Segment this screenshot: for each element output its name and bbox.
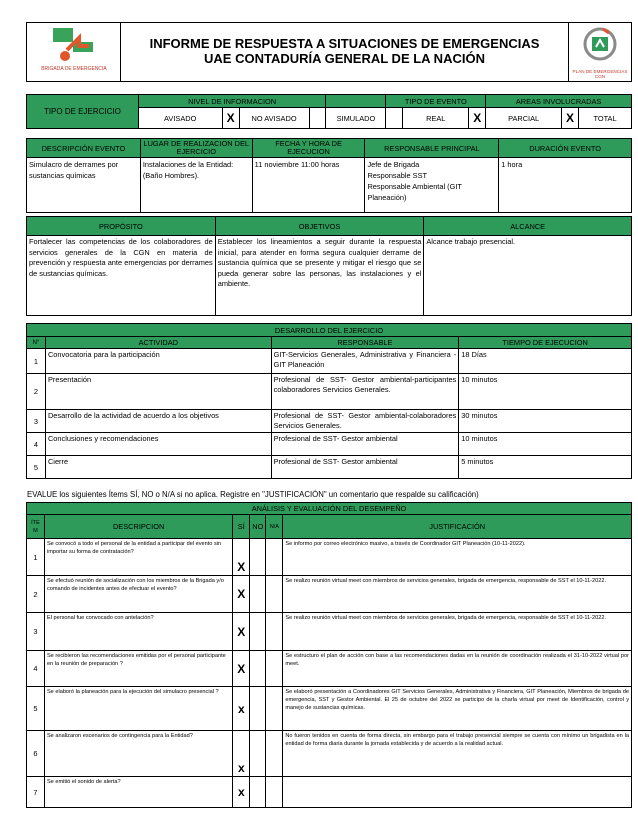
descripcion-cell: Se elaboró la planeación para la ejecución del simulacro presencial ? [44, 687, 232, 731]
simulado-checkbox[interactable] [386, 108, 403, 129]
responsable-line-1: Jefe de Brigada [367, 160, 420, 169]
brigade-logo [27, 23, 121, 81]
tiempo-cell: 10 minutos [459, 374, 632, 410]
tipo-ejercicio-table [26, 94, 632, 129]
si-checkbox[interactable]: X [233, 613, 250, 651]
actividad-header: ACTIVIDAD [45, 337, 271, 349]
descripcion-cell: Se convocó a todo el personal de la entidad a participar del evento sin importar su forma de contratación? [44, 539, 232, 576]
total-label: TOTAL [579, 108, 632, 129]
lugar-header: LUGAR DE REALIZACION DEL EJERCICIO [140, 139, 252, 158]
no-checkbox[interactable] [250, 777, 266, 808]
tipo-evento-header: TIPO DE EVENTO [386, 95, 486, 108]
table-row [27, 433, 632, 456]
no-checkbox[interactable] [250, 613, 266, 651]
descripcion-cell: Se efectuó reunión de socialización con los miembros de la Brigada y/o comando de incidentes antes de efectuar el evento? [44, 576, 232, 613]
actividad-cell: Desarrollo de la actividad de acuerdo a los objetivos [45, 410, 271, 433]
table-row [27, 539, 632, 576]
responsable-cell: Profesional de SST- Gestor ambiental-colaboradores Servicios Generales. [271, 410, 459, 433]
evento-table [26, 138, 632, 213]
responsable-cell: Profesional de SST- Gestor ambiental-participantes colaboradores Servicios Generales. [271, 374, 459, 410]
lugar-value: Instalaciones de la Entidad: (Baño Hombres). [140, 158, 252, 213]
tiempo-cell: 18 Días [459, 349, 632, 374]
responsable-value [365, 158, 499, 213]
actividad-cell: Conclusiones y recomendaciones [45, 433, 271, 456]
item-number: 5 [27, 687, 45, 731]
title-line-2: UAE CONTADURÍA GENERAL DE LA NACIÓN [204, 51, 485, 66]
document-title [121, 23, 569, 81]
row-number: 3 [27, 410, 46, 433]
brigade-logo-text: BRIGADA DE EMERGENCIA [41, 66, 107, 72]
justificacion-header: JUSTIFICACIÓN [283, 515, 632, 539]
descripcion-cell: El personal fue convocado con antelación? [44, 613, 232, 651]
row-number: 4 [27, 433, 46, 456]
alcance-header: ALCANCE [424, 217, 632, 236]
item-number: 7 [27, 777, 45, 808]
actividad-cell: Presentación [45, 374, 271, 410]
table-row [27, 687, 632, 731]
emergency-exit-icon [583, 27, 617, 61]
objetivos-header: OBJETIVOS [215, 217, 424, 236]
na-checkbox[interactable] [266, 687, 283, 731]
tiempo-cell: 10 minutos [459, 433, 632, 456]
table-row [27, 651, 632, 687]
justificacion-cell: Se realizo reunión virtual meet con miembros de servicios generales, brigada de emergencia, responsable de SST el 10-11-2022. [283, 613, 632, 651]
duracion-header: DURACIÓN EVENTO [499, 139, 632, 158]
na-checkbox[interactable] [266, 576, 283, 613]
no-avisado-checkbox[interactable] [309, 108, 326, 129]
descripcion-header: DESCRIPCION [44, 515, 232, 539]
table-row [27, 576, 632, 613]
parcial-checkbox[interactable]: X [562, 108, 579, 129]
na-checkbox[interactable] [266, 651, 283, 687]
table-row [27, 613, 632, 651]
row-number: 2 [27, 374, 46, 410]
no-checkbox[interactable] [250, 576, 266, 613]
title-line-1: INFORME DE RESPUESTA A SITUACIONES DE EMERGENCIAS [149, 36, 540, 51]
tiempo-header: TIEMPO DE EJECUCION [459, 337, 632, 349]
si-checkbox[interactable]: X [233, 576, 250, 613]
no-checkbox[interactable] [250, 687, 266, 731]
no-checkbox[interactable] [250, 539, 266, 576]
no-checkbox[interactable] [250, 731, 266, 777]
table-row [27, 410, 632, 433]
no-avisado-label: NO AVISADO [239, 108, 309, 129]
analisis-title: ANÁLISIS Y EVALUACIÓN DEL DESEMPEÑO [27, 503, 632, 515]
si-checkbox[interactable]: x [233, 731, 250, 777]
na-checkbox[interactable] [266, 731, 283, 777]
emergency-plan-logo [569, 23, 631, 81]
si-checkbox[interactable]: X [233, 651, 250, 687]
descripcion-evento-value: Simulacro de derrames por sustancias químicas [27, 158, 141, 213]
simulado-label: SIMULADO [326, 108, 386, 129]
item-number: 6 [27, 731, 45, 777]
descripcion-cell: Se emitió el sonido de alerta? [44, 777, 232, 808]
justificacion-cell: Se realizo reunión virtual meet con miembros de servicios generales, brigada de emergencia, responsable de SST el 10-11-2022. [283, 576, 632, 613]
no-header: NO [250, 515, 266, 539]
tipo-ejercicio-label: TIPO DE EJERCICIO [27, 95, 139, 129]
na-checkbox[interactable] [266, 777, 283, 808]
duracion-value: 1 hora [499, 158, 632, 213]
item-number: 1 [27, 539, 45, 576]
responsable-cell: Profesional de SST- Gestor ambiental [271, 433, 459, 456]
brigade-logo-icon [53, 28, 93, 64]
avisado-label: AVISADO [138, 108, 222, 129]
table-row [27, 777, 632, 808]
table-row [27, 456, 632, 479]
actividad-cell: Cierre [45, 456, 271, 479]
n-header: N° [27, 337, 46, 349]
real-label: REAL [403, 108, 469, 129]
evalue-instructions: EVALUE los siguientes Ítems SÍ, NO o N/A si no aplica. Registre en "JUSTIFICACIÓN" un comentario que respalde su calificación) [27, 490, 479, 499]
tiempo-cell: 30 minutos [459, 410, 632, 433]
justificacion-cell: Se elaboró presentación a Coordinadores GIT Servicios Generales, Administrativa y Financiera, GIT Planeación, Miembros de brigada de emergencia, SST y Gestor Ambiental. El 25 de octubre del 2022 se participo de la charla virtual por meet de Identificación, control y manejo de sustancias químicas. [283, 687, 632, 731]
si-checkbox[interactable]: x [233, 777, 250, 808]
emergency-plan-text: PLAN DE EMERGENCIAS CGN [572, 69, 628, 79]
responsable-line-3: Responsable Ambiental (GIT Planeación) [367, 182, 462, 202]
responsable-principal-header: RESPONSABLE PRINCIPAL [365, 139, 499, 158]
si-checkbox[interactable]: x [233, 687, 250, 731]
analisis-table [26, 502, 632, 808]
avisado-checkbox[interactable]: X [222, 108, 239, 129]
na-header: N/A [266, 515, 283, 539]
table-row [27, 374, 632, 410]
item-number: 4 [27, 651, 45, 687]
parcial-label: PARCIAL [486, 108, 562, 129]
responsable-cell: Profesional de SST- Gestor ambiental [271, 456, 459, 479]
desarrollo-table [26, 323, 632, 479]
nivel-informacion-header: NIVEL DE INFORMACION [138, 95, 326, 108]
descripcion-cell: Se analizaron escenarios de contingencia para la Entidad? [44, 731, 232, 777]
fecha-header: FECHA Y HORA DE EJECUCION [252, 139, 365, 158]
row-number: 1 [27, 349, 46, 374]
descripcion-evento-header: DESCRIPCIÓN EVENTO [27, 139, 141, 158]
responsable-header: RESPONSABLE [271, 337, 459, 349]
si-checkbox[interactable]: X [233, 539, 250, 576]
document-header [26, 22, 632, 82]
justificacion-cell: Se estructuro el plan de acción con base a las recomendaciones dadas en la reunión de coordinación realizada el 31-10-2022 virtual por meet. [283, 651, 632, 687]
table-row [27, 349, 632, 374]
na-checkbox[interactable] [266, 539, 283, 576]
tiempo-cell: 5 minutos [459, 456, 632, 479]
no-checkbox[interactable] [250, 651, 266, 687]
proposito-table [26, 216, 632, 316]
item-header: ÍTEM [27, 515, 45, 539]
row-number: 5 [27, 456, 46, 479]
fecha-value: 11 noviembre 11:00 horas [252, 158, 365, 213]
objetivos-value: Establecer los lineamientos a seguir durante la respuesta inicial, para atender en forma segura cualquier derrame de sustancia química que se presente y mitigar el riesgo que se pueda generar sobre las personas, las instalaciones y el ambiente. [215, 236, 424, 316]
justificacion-cell [283, 777, 632, 808]
responsable-line-2: Responsable SST [367, 171, 428, 180]
table-row [27, 731, 632, 777]
alcance-value: Alcance trabajo presencial. [424, 236, 632, 316]
justificacion-cell: No fueron tenidos en cuenta de forma directa, sin embargo para el trabajo presencial siempre se cuenta con mínimo un brigadista en la entidad de forma diaria durante la jornada establecida y de acuerdo a la realidad actual. [283, 731, 632, 777]
proposito-value: Fortalecer las competencias de los colaboradores de servicios generales de la CGN en materia de prevención y respuesta ante emergencias por derrames de sustancias químicas. [27, 236, 216, 316]
item-number: 2 [27, 576, 45, 613]
descripcion-cell: Se recibieron las recomendaciones emitidas por el personal participante en la reunión de preparación ? [44, 651, 232, 687]
desarrollo-title: DESARROLLO DEL EJERCICIO [27, 324, 632, 337]
si-header: SÍ [233, 515, 250, 539]
responsable-cell: GIT-Servicios Generales, Administrativa y Financiera - GIT Planeación [271, 349, 459, 374]
justificacion-cell: Se informo por correo electrónico masivo, a través de Coordinador GIT Planeación (10-11-2022). [283, 539, 632, 576]
proposito-header: PROPÓSITO [27, 217, 216, 236]
real-checkbox[interactable]: X [469, 108, 486, 129]
actividad-cell: Convocatoria para la participación [45, 349, 271, 374]
areas-header: AREAS INVOLUCRADAS [486, 95, 632, 108]
item-number: 3 [27, 613, 45, 651]
na-checkbox[interactable] [266, 613, 283, 651]
